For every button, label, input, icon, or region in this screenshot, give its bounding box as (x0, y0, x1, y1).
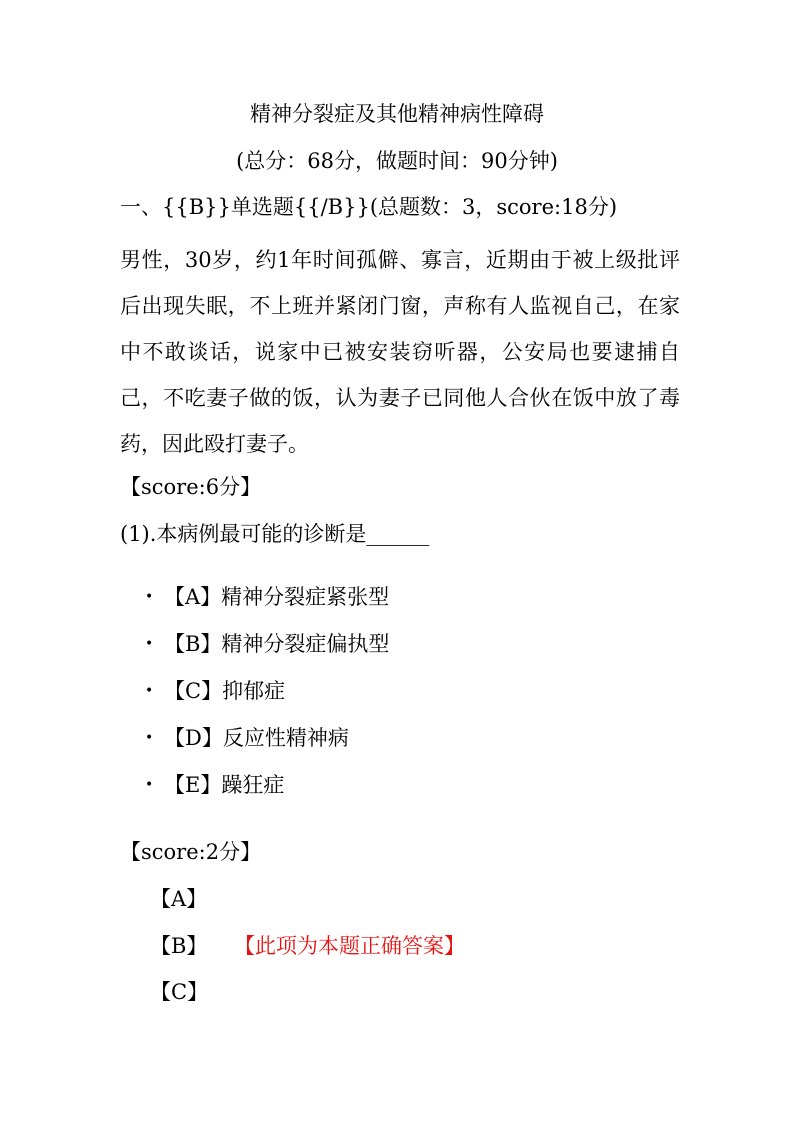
bullet-icon: • (145, 683, 154, 699)
bullet-icon: • (145, 636, 154, 652)
answer-key: 【C】 (150, 980, 209, 1004)
section-header: 一、{{B}}单选题{{/B}}(总题数：3，score:18分) (120, 195, 618, 219)
exam-info: (总分：68分，做题时间：90分钟) (236, 149, 558, 173)
answer-row-a (150, 884, 207, 914)
question-score: 【score:2分】 (120, 840, 262, 864)
bullet-icon: • (145, 730, 154, 746)
answer-key: 【B】 (150, 934, 208, 958)
correct-answer-marker: 【此项为本题正确答案】 (234, 934, 465, 958)
question-stem: 男性，30岁，约1年时间孤僻、寡言，近期由于被上级批评后出现失眠，不上班并紧闭门窗，声称有人监视自己，在家中不敢谈话，说家中已被安装窃听器，公安局也要逮捕自己，不吃妻子做的饭，认为妻子已同他人合伙在饭中放了毒药，因此殴打妻子。 (120, 248, 680, 456)
option-label: 【B】精神分裂症偏执型 (164, 632, 390, 656)
page-title: 精神分裂症及其他精神病性障碍 (250, 102, 544, 126)
option-label: 【C】抑郁症 (164, 679, 286, 703)
group-score: 【score:6分】 (120, 475, 262, 499)
bullet-icon: • (145, 777, 154, 793)
option-label: 【E】躁狂症 (164, 773, 285, 797)
answer-row-c (150, 977, 208, 1007)
option-label: 【A】精神分裂症紧张型 (164, 585, 390, 609)
answer-key: 【A】 (150, 887, 208, 911)
answer-row-b (150, 931, 465, 961)
bullet-icon: • (145, 589, 154, 605)
question-text: (1).本病例最可能的诊断是______ (120, 522, 430, 546)
option-label: 【D】反应性精神病 (164, 726, 349, 750)
